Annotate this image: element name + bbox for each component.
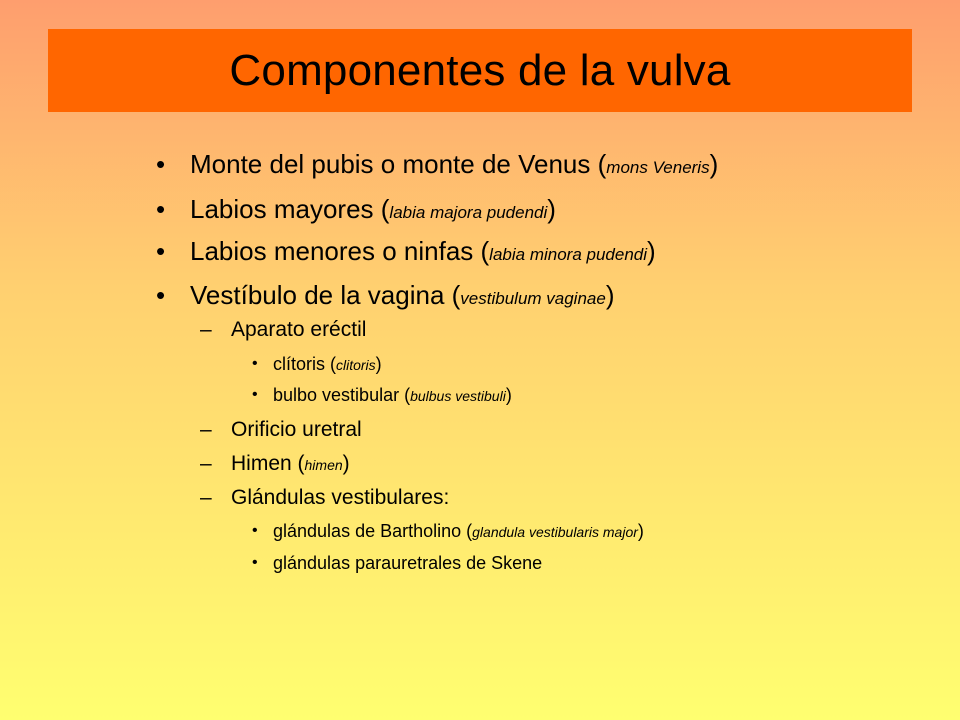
item-text: Vestíbulo de la vagina ( bbox=[190, 280, 461, 310]
sub-item-close: ) bbox=[342, 452, 350, 475]
item-text: Labios mayores ( bbox=[190, 194, 390, 224]
list-item-vestibulo bbox=[156, 280, 615, 310]
subsub-item-text: bulbo vestibular ( bbox=[273, 385, 411, 405]
item-close: ) bbox=[605, 280, 615, 310]
sub-item-orificio-uretral bbox=[200, 418, 362, 441]
sub-item-latin: himen bbox=[304, 457, 343, 473]
item-latin: labia majora pudendi bbox=[389, 203, 548, 222]
item-close: ) bbox=[647, 236, 656, 266]
dash-icon: – bbox=[200, 418, 212, 441]
dash-icon: – bbox=[200, 486, 212, 509]
subsub-item-latin: glandula vestibularis major bbox=[472, 524, 638, 540]
list-item-labios-menores bbox=[156, 236, 656, 266]
item-text: Monte del pubis o monte de Venus ( bbox=[190, 149, 607, 179]
item-text: Labios menores o ninfas ( bbox=[190, 236, 490, 266]
item-latin: vestibulum vaginae bbox=[460, 289, 606, 308]
bullet-icon: • bbox=[156, 236, 166, 266]
bullet-icon: • bbox=[252, 355, 258, 372]
subsub-item-skene bbox=[252, 553, 543, 573]
subsub-item-bulbo bbox=[252, 385, 512, 405]
bullet-icon: • bbox=[252, 386, 258, 403]
list-item-labios-mayores bbox=[156, 194, 556, 224]
subsub-item-close: ) bbox=[505, 385, 512, 405]
item-latin: mons Veneris bbox=[606, 158, 710, 177]
subsub-item-latin: clitoris bbox=[336, 357, 376, 373]
item-latin: labia minora pudendi bbox=[489, 245, 648, 264]
slide-title: Componentes de la vulva bbox=[229, 45, 731, 95]
sub-item-glandulas-vestibulares bbox=[200, 486, 450, 509]
sub-item-aparato-erectil bbox=[200, 318, 367, 341]
bullet-icon: • bbox=[156, 149, 166, 179]
bullet-icon: • bbox=[252, 554, 258, 571]
bullet-icon: • bbox=[252, 522, 258, 539]
bullet-icon: • bbox=[156, 280, 166, 310]
list-item-monte-pubis bbox=[156, 149, 719, 179]
sub-item-text: Glándulas vestibulares: bbox=[231, 486, 450, 509]
subsub-item-text: glándulas parauretrales de Skene bbox=[273, 553, 543, 573]
sub-item-text: Himen ( bbox=[231, 452, 305, 475]
subsub-item-close: ) bbox=[637, 521, 644, 541]
sub-item-himen bbox=[200, 452, 350, 475]
subsub-item-close: ) bbox=[375, 354, 382, 374]
sub-item-text: Orificio uretral bbox=[231, 418, 362, 441]
dash-icon: – bbox=[200, 318, 212, 341]
subsub-item-text: clítoris ( bbox=[273, 354, 336, 374]
item-close: ) bbox=[547, 194, 556, 224]
dash-icon: – bbox=[200, 452, 212, 475]
subsub-item-clitoris bbox=[252, 354, 382, 374]
item-close: ) bbox=[709, 149, 719, 179]
subsub-item-latin: bulbus vestibuli bbox=[410, 388, 506, 404]
subsub-item-bartholino bbox=[252, 521, 644, 541]
sub-item-text: Aparato eréctil bbox=[231, 318, 367, 341]
subsub-item-text: glándulas de Bartholino ( bbox=[273, 521, 473, 541]
bullet-icon: • bbox=[156, 194, 166, 224]
